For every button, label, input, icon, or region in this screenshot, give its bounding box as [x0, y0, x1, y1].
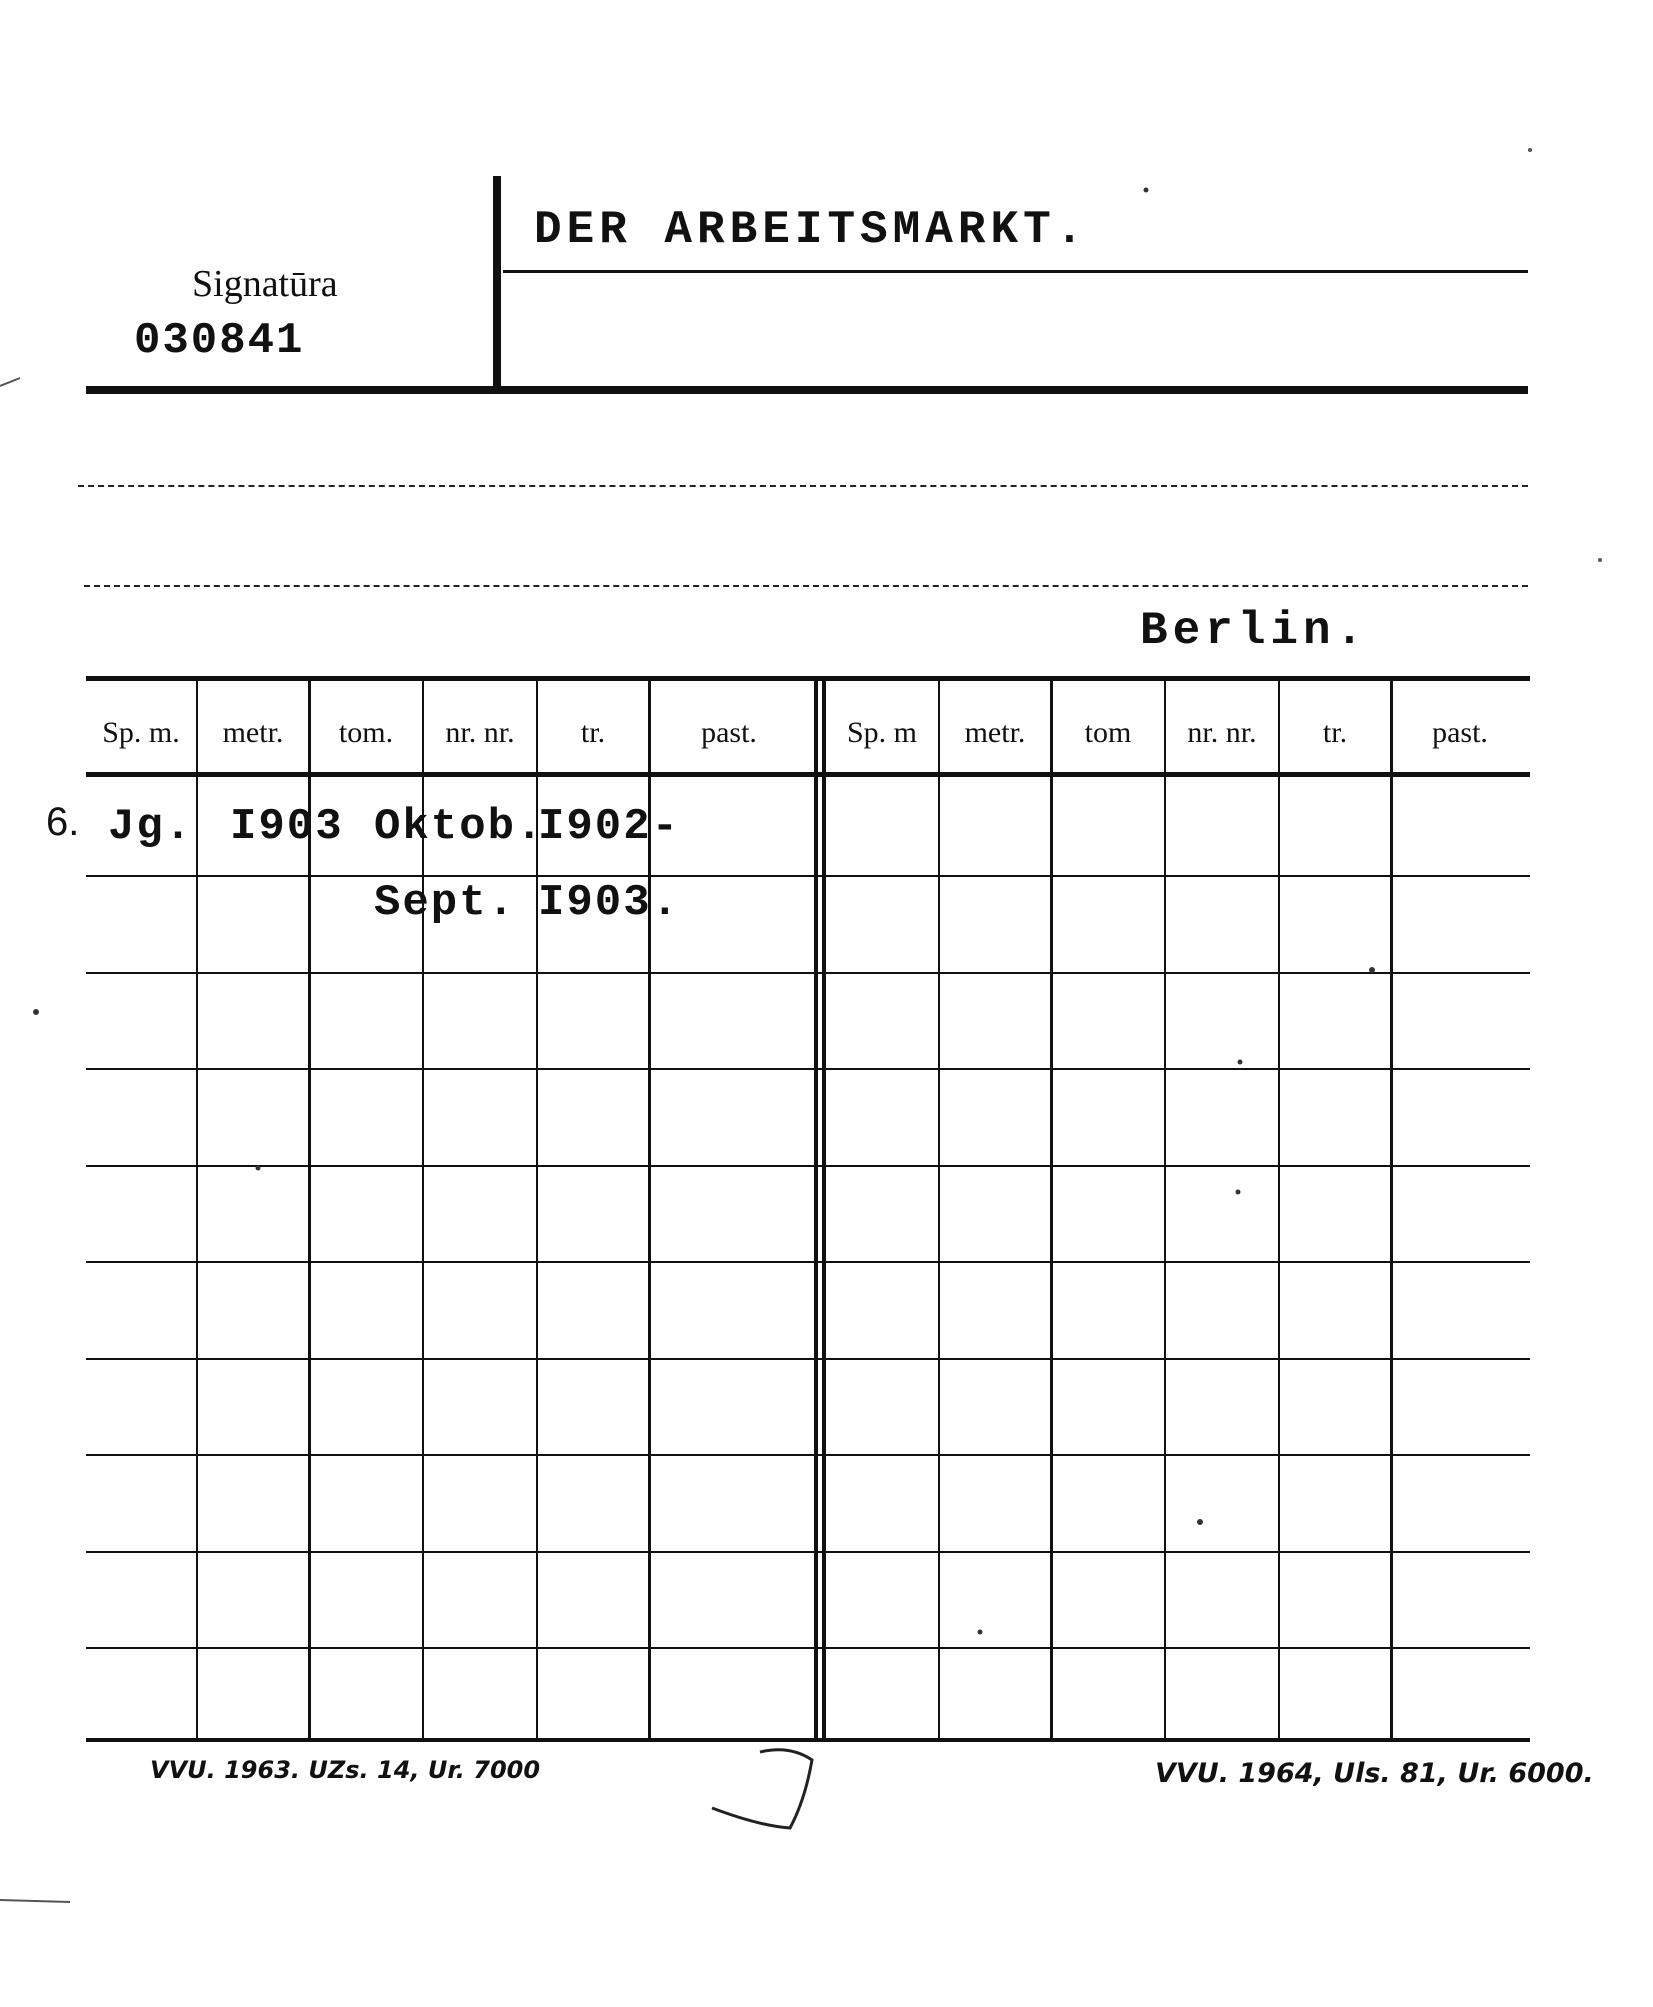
row-rule: [86, 972, 1530, 974]
printer-note-right: VVU. 1964, Uls. 81, Ur. 6000.: [1155, 1758, 1594, 1789]
col-line: [938, 681, 940, 1741]
place-label: Berlin.: [1140, 605, 1369, 657]
col-header-right-5: tr.: [1322, 716, 1348, 749]
col-header-left-1: Sp. m.: [102, 716, 180, 749]
col-header-left-5: tr.: [580, 716, 606, 749]
entry-year: I903: [230, 802, 344, 852]
col-header-right-4: nr. nr.: [1187, 716, 1257, 749]
signature-value: 030841: [134, 316, 305, 366]
row-rule: [86, 1261, 1530, 1263]
title-underline: [503, 270, 1528, 273]
col-line: [1164, 681, 1166, 1741]
col-line: [1278, 681, 1280, 1741]
entry-period-end-month: Sept.: [374, 878, 517, 928]
col-header-right-6: past.: [1432, 716, 1488, 749]
signature-label: Signatūra: [192, 263, 338, 305]
entry-period-end-year: I903.: [538, 878, 681, 928]
col-header-right-2: metr.: [964, 716, 1026, 749]
row-rule: [86, 1358, 1530, 1360]
col-header-right-3: tom: [1084, 716, 1132, 749]
row-rule: [86, 1551, 1530, 1553]
document-title: DER ARBEITSMARKT.: [534, 204, 1089, 256]
row-number: 6.: [46, 800, 80, 844]
table-bottom-rule: [86, 1738, 1530, 1742]
entry-volume: Jg.: [108, 802, 194, 852]
table-header-rule: [86, 772, 1530, 777]
col-header-left-3: tom.: [338, 716, 394, 749]
col-header-left-2: metr.: [222, 716, 284, 749]
header-bottom-rule: [86, 386, 1528, 394]
printer-note-left: VVU. 1963. UZs. 14, Ur. 7000: [150, 1756, 541, 1784]
row-rule: [86, 1068, 1530, 1070]
col-line: [1390, 681, 1393, 1741]
col-header-left-6: past.: [701, 716, 757, 749]
col-header-left-4: nr. nr.: [445, 716, 515, 749]
row-rule: [86, 875, 1530, 877]
row-rule: [86, 1454, 1530, 1456]
ruled-line-1: [78, 485, 1528, 487]
col-header-right-1: Sp. m: [846, 716, 918, 749]
col-line: [1050, 681, 1053, 1741]
table-top-rule: [86, 676, 1530, 681]
row-rule: [86, 1165, 1530, 1167]
entry-period-start-year: I902-: [538, 802, 681, 852]
ruled-line-2: [84, 585, 1528, 587]
row-rule: [86, 1647, 1530, 1649]
center-double-rule: [814, 681, 818, 1741]
header-vertical-divider: [493, 176, 501, 390]
center-double-rule: [822, 681, 826, 1741]
entry-period-start-month: Oktob.: [374, 802, 545, 852]
col-line: [196, 681, 198, 1741]
